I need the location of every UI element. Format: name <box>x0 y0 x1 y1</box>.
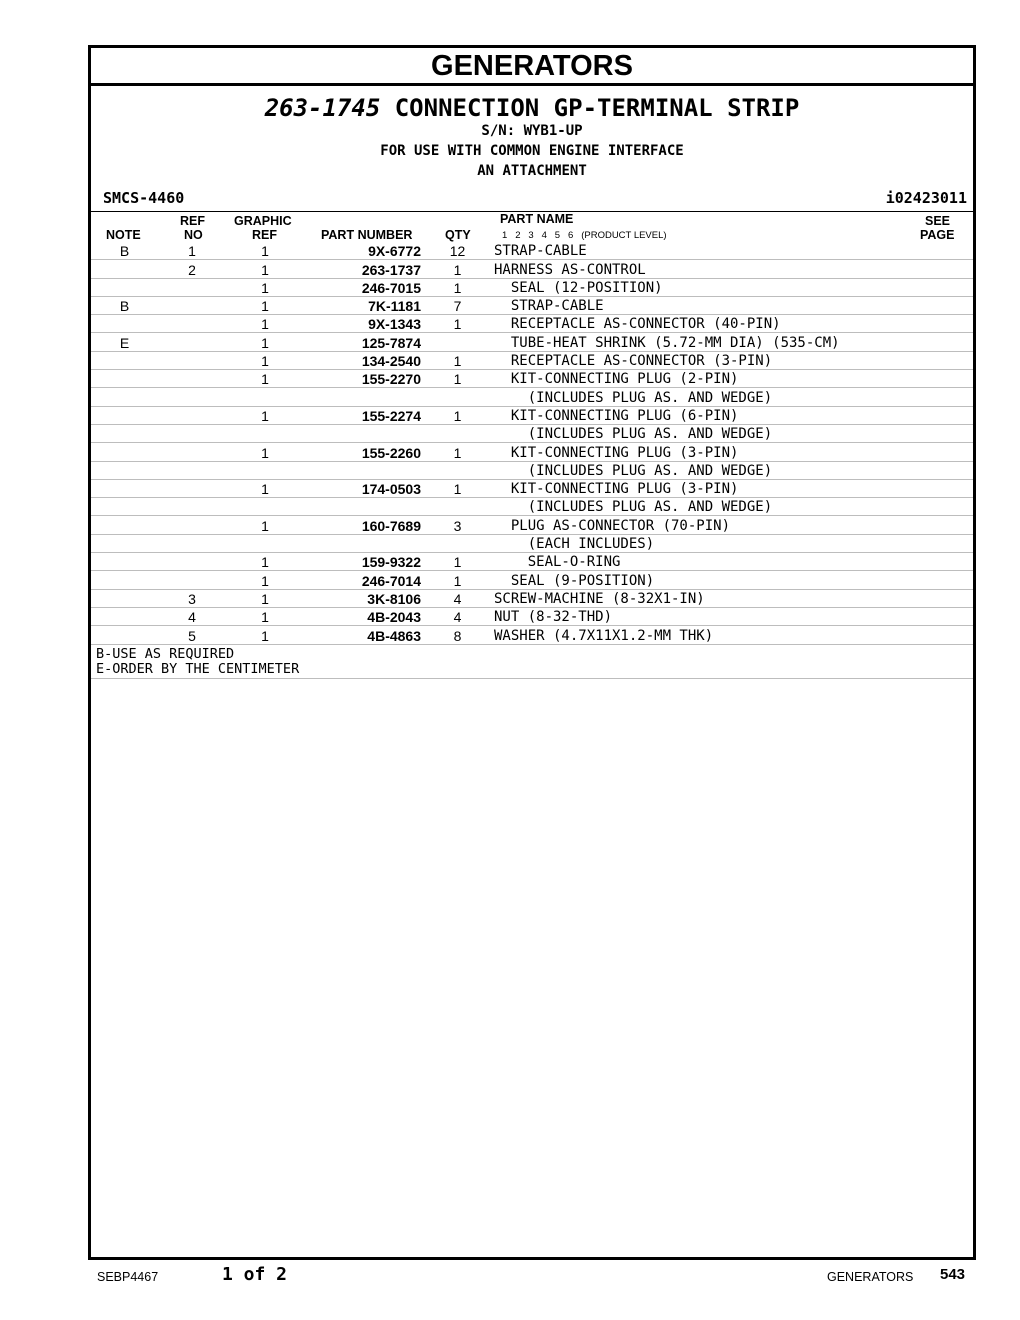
footer-doc-number: SEBP4467 <box>97 1270 159 1284</box>
row-part-name: (INCLUDES PLUG AS. AND WEDGE) <box>494 388 973 406</box>
table-row <box>91 443 973 461</box>
row-qty: 1 <box>421 260 494 278</box>
table-row <box>91 589 973 607</box>
row-part-name: SEAL (12-POSITION) <box>494 278 973 296</box>
row-part-name: (EACH INCLUDES) <box>494 534 973 552</box>
row-part-name: SEAL (9-POSITION) <box>494 571 973 589</box>
row-note: B <box>91 242 158 260</box>
row-note <box>91 406 158 424</box>
row-qty: 1 <box>421 315 494 333</box>
group-part-number: 263-1745 <box>264 94 381 122</box>
row-note <box>91 607 158 625</box>
row-part-number: 159-9322 <box>304 553 421 571</box>
row-graphic-ref <box>226 461 304 479</box>
row-note <box>91 516 158 534</box>
parts-table <box>91 242 973 645</box>
row-ref-no <box>158 315 226 333</box>
row-graphic-ref: 1 <box>226 589 304 607</box>
row-part-number <box>304 461 421 479</box>
row-part-number: 9X-1343 <box>304 315 421 333</box>
col-see-page-top: SEE <box>925 214 951 228</box>
col-note: NOTE <box>106 228 141 242</box>
row-ref-no: 3 <box>158 589 226 607</box>
row-part-name: KIT-CONNECTING PLUG (6-PIN) <box>494 406 973 424</box>
row-part-number <box>304 388 421 406</box>
row-qty: 1 <box>421 278 494 296</box>
col-part-name: PART NAME <box>500 212 574 226</box>
row-note <box>91 260 158 278</box>
row-note <box>91 424 158 442</box>
row-note <box>91 589 158 607</box>
table-row <box>91 351 973 369</box>
row-qty: 1 <box>421 571 494 589</box>
table-row <box>91 571 973 589</box>
col-see-page-bottom: PAGE <box>920 228 955 242</box>
row-note <box>91 479 158 497</box>
col-part-number: PART NUMBER <box>321 228 413 242</box>
row-part-number <box>304 424 421 442</box>
row-note <box>91 351 158 369</box>
table-row <box>91 406 973 424</box>
row-ref-no: 1 <box>158 242 226 260</box>
row-part-number: 155-2260 <box>304 443 421 461</box>
row-note <box>91 534 158 552</box>
row-ref-no <box>158 534 226 552</box>
table-row <box>91 424 973 442</box>
row-ref-no <box>158 278 226 296</box>
footer-page-number: 543 <box>940 1266 966 1283</box>
row-qty: 7 <box>421 296 494 314</box>
row-part-name: STRAP-CABLE <box>494 296 973 314</box>
row-note <box>91 443 158 461</box>
row-ref-no <box>158 443 226 461</box>
illustration-id: i02423011 <box>885 189 967 207</box>
row-graphic-ref: 1 <box>226 370 304 388</box>
row-note <box>91 278 158 296</box>
col-graphic-ref-bottom: REF <box>252 228 277 242</box>
table-row <box>91 516 973 534</box>
row-qty: 1 <box>421 406 494 424</box>
row-ref-no <box>158 553 226 571</box>
table-row <box>91 242 973 260</box>
row-ref-no <box>158 498 226 516</box>
row-qty <box>421 424 494 442</box>
attachment-line: AN ATTACHMENT <box>477 163 587 179</box>
row-part-number <box>304 534 421 552</box>
row-part-name: WASHER (4.7X11X1.2-MM THK) <box>494 626 973 644</box>
parts-table-body <box>91 242 973 644</box>
table-row <box>91 278 973 296</box>
row-qty: 4 <box>421 607 494 625</box>
row-ref-no <box>158 424 226 442</box>
row-part-number <box>304 498 421 516</box>
row-part-name: NUT (8-32-THD) <box>494 607 973 625</box>
row-part-name: HARNESS AS-CONTROL <box>494 260 973 278</box>
group-name: CONNECTION GP-TERMINAL STRIP <box>394 94 800 122</box>
row-part-number: 263-1737 <box>304 260 421 278</box>
row-qty: 1 <box>421 553 494 571</box>
row-ref-no <box>158 388 226 406</box>
table-row <box>91 315 973 333</box>
row-note <box>91 461 158 479</box>
note-b: B-USE AS REQUIRED <box>96 645 235 662</box>
table-row <box>91 260 973 278</box>
row-graphic-ref: 1 <box>226 351 304 369</box>
row-part-name: KIT-CONNECTING PLUG (3-PIN) <box>494 443 973 461</box>
row-note: E <box>91 333 158 351</box>
row-graphic-ref <box>226 498 304 516</box>
row-part-name: PLUG AS-CONNECTOR (70-PIN) <box>494 516 973 534</box>
table-row <box>91 370 973 388</box>
row-part-number: 9X-6772 <box>304 242 421 260</box>
row-note <box>91 388 158 406</box>
serial-number-line: S/N: WYB1-UP <box>481 123 583 139</box>
table-row <box>91 479 973 497</box>
table-row <box>91 333 973 351</box>
row-ref-no: 5 <box>158 626 226 644</box>
col-ref-no-top: REF <box>180 214 205 228</box>
row-part-number: 4B-4863 <box>304 626 421 644</box>
table-row <box>91 461 973 479</box>
row-note: B <box>91 296 158 314</box>
row-part-number: 160-7689 <box>304 516 421 534</box>
row-qty: 12 <box>421 242 494 260</box>
row-graphic-ref: 1 <box>226 333 304 351</box>
row-ref-no <box>158 370 226 388</box>
note-e: E-ORDER BY THE CENTIMETER <box>96 660 300 677</box>
row-ref-no <box>158 516 226 534</box>
row-part-number: 246-7015 <box>304 278 421 296</box>
row-graphic-ref: 1 <box>226 571 304 589</box>
row-qty: 3 <box>421 516 494 534</box>
row-graphic-ref <box>226 424 304 442</box>
row-ref-no <box>158 296 226 314</box>
row-graphic-ref: 1 <box>226 626 304 644</box>
row-qty <box>421 461 494 479</box>
row-part-name: TUBE-HEAT SHRINK (5.72-MM DIA) (535-CM) <box>494 333 973 351</box>
row-part-name: RECEPTACLE AS-CONNECTOR (3-PIN) <box>494 351 973 369</box>
table-row <box>91 388 973 406</box>
row-graphic-ref: 1 <box>226 443 304 461</box>
row-graphic-ref: 1 <box>226 406 304 424</box>
row-part-name: RECEPTACLE AS-CONNECTOR (40-PIN) <box>494 315 973 333</box>
row-graphic-ref: 1 <box>226 516 304 534</box>
col-ref-no-bottom: NO <box>184 228 203 242</box>
row-part-number: 155-2274 <box>304 406 421 424</box>
row-graphic-ref <box>226 388 304 406</box>
row-ref-no <box>158 351 226 369</box>
row-part-number: 4B-2043 <box>304 607 421 625</box>
row-ref-no <box>158 406 226 424</box>
table-row <box>91 553 973 571</box>
footer-section: GENERATORS <box>827 1270 914 1284</box>
row-graphic-ref: 1 <box>226 278 304 296</box>
row-qty: 8 <box>421 626 494 644</box>
row-qty <box>421 498 494 516</box>
row-note <box>91 571 158 589</box>
row-part-name: KIT-CONNECTING PLUG (3-PIN) <box>494 479 973 497</box>
row-part-number: 134-2540 <box>304 351 421 369</box>
page-footer <box>0 1263 1020 1291</box>
row-qty <box>421 534 494 552</box>
row-note <box>91 498 158 516</box>
row-part-name: STRAP-CABLE <box>494 242 973 260</box>
table-row <box>91 607 973 625</box>
row-note <box>91 626 158 644</box>
group-heading <box>91 95 973 121</box>
row-graphic-ref: 1 <box>226 479 304 497</box>
row-part-number: 246-7014 <box>304 571 421 589</box>
row-graphic-ref: 1 <box>226 242 304 260</box>
row-part-number: 155-2270 <box>304 370 421 388</box>
row-part-number: 7K-1181 <box>304 296 421 314</box>
row-ref-no <box>158 333 226 351</box>
section-title: GENERATORS <box>91 48 973 86</box>
row-qty <box>421 333 494 351</box>
row-graphic-ref: 1 <box>226 260 304 278</box>
row-qty: 4 <box>421 589 494 607</box>
col-qty: QTY <box>445 228 471 242</box>
row-qty <box>421 388 494 406</box>
row-part-name: (INCLUDES PLUG AS. AND WEDGE) <box>494 461 973 479</box>
row-qty: 1 <box>421 351 494 369</box>
row-ref-no <box>158 571 226 589</box>
row-ref-no <box>158 479 226 497</box>
parts-page-frame <box>88 45 976 1260</box>
column-header <box>91 212 973 242</box>
row-part-number: 3K-8106 <box>304 589 421 607</box>
col-graphic-ref-top: GRAPHIC <box>234 214 292 228</box>
row-graphic-ref: 1 <box>226 296 304 314</box>
row-ref-no <box>158 461 226 479</box>
row-qty: 1 <box>421 370 494 388</box>
row-part-name: SCREW-MACHINE (8-32X1-IN) <box>494 589 973 607</box>
table-row <box>91 296 973 314</box>
row-note <box>91 315 158 333</box>
row-graphic-ref <box>226 534 304 552</box>
row-part-number: 125-7874 <box>304 333 421 351</box>
row-graphic-ref: 1 <box>226 315 304 333</box>
row-part-name: (INCLUDES PLUG AS. AND WEDGE) <box>494 498 973 516</box>
row-part-number: 174-0503 <box>304 479 421 497</box>
smcs-code: SMCS-4460 <box>103 189 185 207</box>
row-part-name: (INCLUDES PLUG AS. AND WEDGE) <box>494 424 973 442</box>
table-row <box>91 534 973 552</box>
usage-line: FOR USE WITH COMMON ENGINE INTERFACE <box>380 143 684 159</box>
row-graphic-ref: 1 <box>226 607 304 625</box>
reference-line <box>91 187 973 212</box>
row-graphic-ref: 1 <box>226 553 304 571</box>
footer-page-of: 1 of 2 <box>222 1264 288 1285</box>
row-qty: 1 <box>421 479 494 497</box>
notes-block <box>91 645 973 679</box>
row-note <box>91 553 158 571</box>
row-qty: 1 <box>421 443 494 461</box>
row-ref-no: 2 <box>158 260 226 278</box>
row-note <box>91 370 158 388</box>
table-row <box>91 626 973 644</box>
row-part-name: KIT-CONNECTING PLUG (2-PIN) <box>494 370 973 388</box>
table-row <box>91 498 973 516</box>
row-part-name: SEAL-O-RING <box>494 553 973 571</box>
col-product-levels: 1 2 3 4 5 6 (PRODUCT LEVEL) <box>502 230 667 241</box>
row-ref-no: 4 <box>158 607 226 625</box>
